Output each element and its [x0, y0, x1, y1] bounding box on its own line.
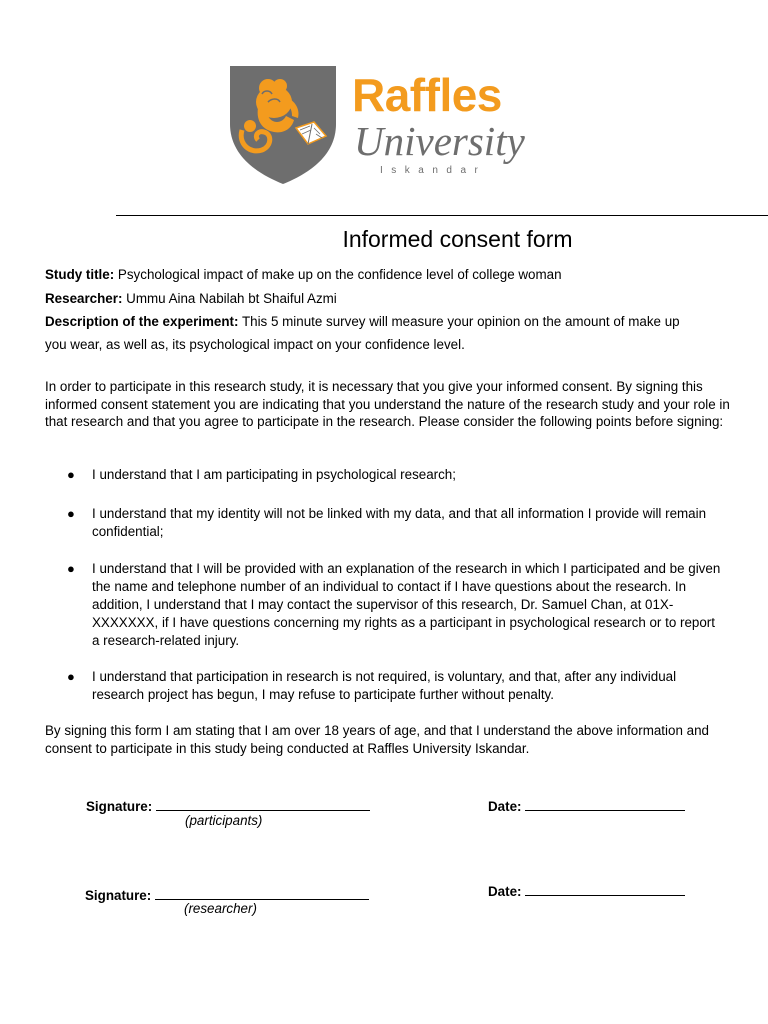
description-row-continued [45, 337, 735, 353]
study-title-row [45, 267, 735, 283]
list-item-text: I understand that participation in research is not required, is voluntary, and that, after any individual research project has begun, I may refuse to participate further without penalty. [92, 669, 677, 702]
study-title-label: Study title: [45, 267, 115, 282]
bullet-icon: ● [67, 467, 75, 482]
header-divider [116, 215, 768, 216]
participant-signature-label: Signature: [86, 799, 153, 814]
brand-subname: University [354, 118, 525, 164]
researcher-signature-label: Signature: [85, 888, 152, 903]
study-title-value: Psychological impact of make up on the confidence level of college woman [117, 267, 562, 282]
university-logo [228, 64, 548, 188]
researcher-label: Researcher: [45, 291, 123, 306]
participant-date-label: Date: [488, 799, 522, 814]
researcher-row [45, 291, 735, 307]
list-item-text: I understand that I am participating in psychological research; [92, 467, 456, 482]
lion-book-shield-icon [228, 64, 338, 186]
description-label: Description of the experiment: [45, 314, 239, 329]
researcher-date-field[interactable] [525, 882, 685, 896]
description-value-line1: This 5 minute survey will measure your opinion on the amount of make up [241, 314, 680, 329]
description-value-line2: you wear, as well as, its psychological impact on your confidence level. [45, 337, 465, 352]
researcher-value: Ummu Aina Nabilah bt Shaiful Azmi [126, 291, 337, 306]
description-row [45, 314, 735, 330]
participant-date-field[interactable] [525, 797, 685, 811]
participant-signature-field[interactable] [156, 797, 370, 811]
participant-date-row [488, 797, 685, 815]
intro-paragraph: In order to participate in this research study, it is necessary that you give your informed consent. By signing this informed consent statement you are indicating that you understand the nature of the research study and your role in that research and that you agree to participate in the research. Please consider the following points before signing: [45, 379, 730, 429]
list-item-text: I understand that I will be provided with an explanation of the research in which I participated and be given the name and telephone number of an individual to contact if I have questions about the research. In addition, I understand that I may contact the supervisor of this research, Dr. Samuel Chan, at 01X-XXXXXXX, if I have questions concerning my rights as a participant in psychological research or to report a research-related injury. [92, 561, 721, 648]
list-item-text: I understand that my identity will not be linked with my data, and that all information I provide will remain confidential; [92, 506, 707, 539]
bullet-icon: ● [67, 669, 75, 684]
participant-caption: (participants) [185, 813, 263, 828]
bullet-icon: ● [67, 506, 75, 521]
researcher-date-label: Date: [488, 884, 522, 899]
researcher-date-row [488, 882, 685, 900]
researcher-caption: (researcher) [184, 901, 257, 916]
brand-location: Iskandar [380, 165, 487, 176]
brand-name: Raffles [352, 69, 502, 121]
page-title: Informed consent form [342, 226, 573, 252]
bullet-icon: ● [67, 561, 75, 576]
researcher-signature-field[interactable] [155, 886, 369, 900]
closing-paragraph: By signing this form I am stating that I am over 18 years of age, and that I understand the above information and consent to participate in this study being conducted at Raffles University Iskandar. [45, 723, 709, 756]
